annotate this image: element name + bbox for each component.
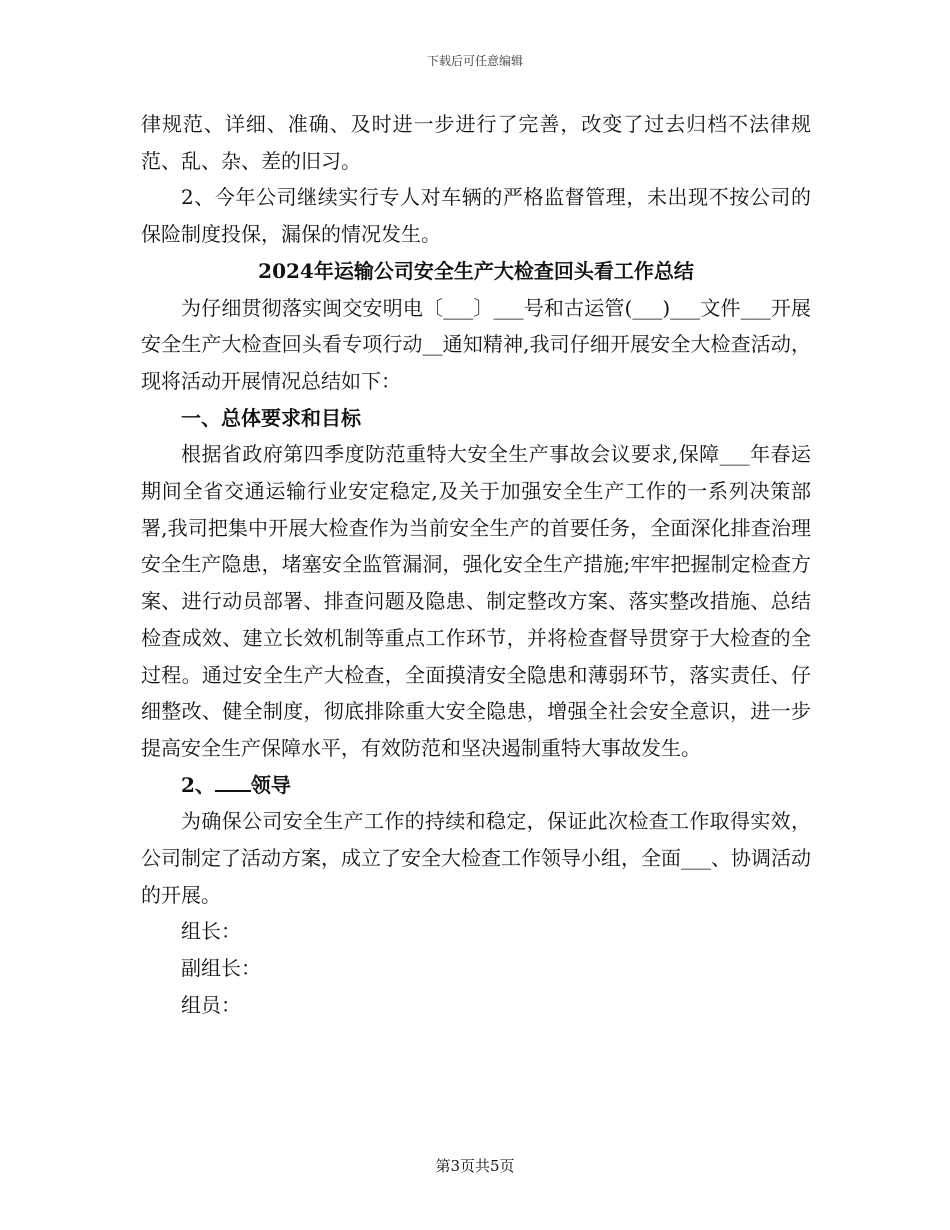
team-deputy-line: 副组长： — [181, 956, 261, 981]
paragraph-leadership: 为确保公司安全生产工作的持续和稳定，保证此次检查工作取得实效，公司制定了活动方案，成立了安全大检查工作领导小组，全面___、协调活动的开展。 — [141, 809, 811, 907]
heading-number: 2、 — [181, 772, 215, 797]
page-header: 下载后可任意编辑 — [426, 54, 523, 68]
paragraph-insurance: 2、今年公司继续实行专人对车辆的严格监督管理，未出现不按公司的保险制度投保，漏保的情况发生。 — [141, 185, 811, 247]
document-body — [141, 106, 811, 1024]
page-footer: 第3页共5页 — [435, 1157, 515, 1175]
section-heading-leadership — [141, 767, 811, 804]
document-title: 2024年运输公司安全生产大检查回头看工作总结 — [258, 258, 694, 283]
team-leader-line: 组长： — [181, 919, 241, 944]
section-heading-goals: 一、总体要求和目标 — [181, 405, 361, 430]
paragraph-goals: 根据省政府第四季度防范重特大安全生产事故会议要求,保障___年春运期间全省交通运输行业安定稳定,及关于加强安全生产工作的一系列决策部署,我司把集中开展大检查作为当前安全生产的首要任务，全面深化排查治理安全生产隐患，堵塞安全监管漏洞，强化安全生产措施;牢牢把握制定检查方案、进行动员部署、排查问题及隐患、制定整改方案、落实整改措施、总结检查成效、建立长效机制等重点工作环节，并将检查督导贯穿于大检查的全过程。通过安全生产大检查，全面摸清安全隐患和薄弱环节，落实责任、仔细整改、健全制度，彻底排除重大安全隐患，增强全社会安全意识，进一步提高安全生产保障水平，有效防范和坚决遏制重特大事故发生。 — [141, 442, 811, 760]
team-members-line: 组员： — [181, 992, 241, 1017]
blank-underline — [215, 772, 251, 792]
paragraph-continued: 律规范、详细、准确、及时进一步进行了完善，改变了过去归档不法律规范、乱、杂、差的旧习。 — [141, 112, 811, 173]
heading-text: 领导 — [250, 772, 291, 797]
paragraph-intro: 为仔细贯彻落实闽交安明电〔___〕___号和古运管(___)___文件___开展安全生产大检查回头看专项行动__通知精神,我司仔细开展安全大检查活动，现将活动开展情况总结如下： — [141, 295, 811, 393]
